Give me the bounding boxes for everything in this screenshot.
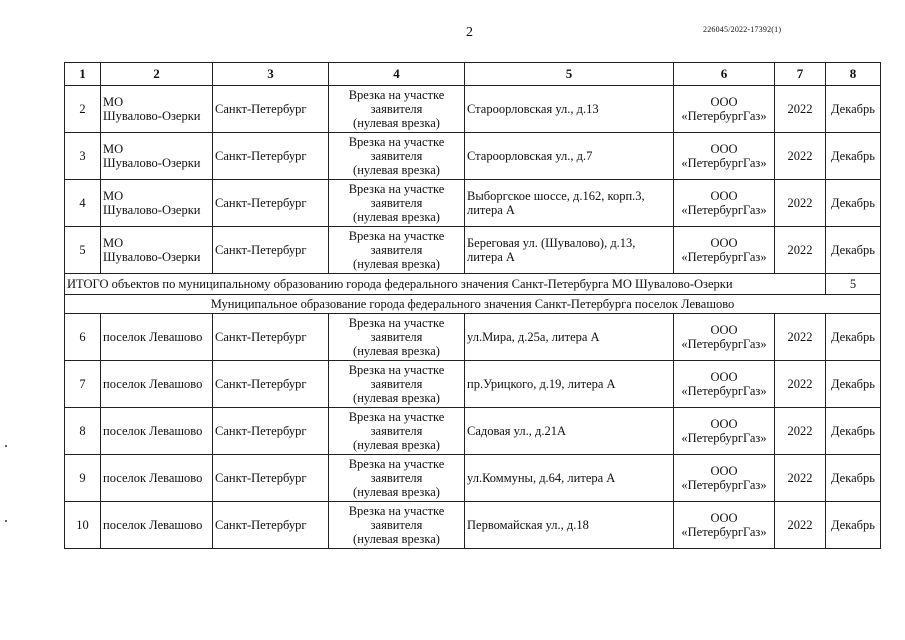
municipality-line: Шувалово-Озерки	[103, 156, 201, 170]
work-line: Врезка на участке	[348, 363, 445, 377]
organization-line: ООО	[710, 464, 738, 478]
organization-line: «ПетербургГаз»	[681, 203, 767, 217]
work-line: заявителя	[370, 377, 423, 391]
organization-line: ООО	[710, 511, 738, 525]
municipality-cell: поселок Левашово	[101, 361, 213, 408]
city-cell: Санкт-Петербург	[213, 502, 329, 549]
organization-line: ООО	[710, 417, 738, 431]
organization-line: «ПетербургГаз»	[681, 384, 767, 398]
month-cell: Декабрь	[826, 180, 881, 227]
year-cell: 2022	[775, 227, 826, 274]
column-header: 7	[775, 63, 826, 86]
organization-cell	[674, 502, 775, 549]
year-cell: 2022	[775, 455, 826, 502]
month-cell: Декабрь	[826, 133, 881, 180]
table-row	[65, 455, 881, 502]
column-header: 5	[465, 63, 674, 86]
city-cell: Санкт-Петербург	[213, 86, 329, 133]
column-header: 1	[65, 63, 101, 86]
work-line: заявителя	[370, 243, 423, 257]
organization-cell	[674, 227, 775, 274]
municipality-cell: поселок Левашово	[101, 408, 213, 455]
work-line: (нулевая врезка)	[353, 532, 440, 546]
work-line: Врезка на участке	[348, 135, 445, 149]
work-line: заявителя	[370, 518, 423, 532]
work-type-cell	[329, 408, 465, 455]
column-header: 3	[213, 63, 329, 86]
organization-cell	[674, 314, 775, 361]
work-line: Врезка на участке	[348, 457, 445, 471]
organization-line: «ПетербургГаз»	[681, 525, 767, 539]
work-line: (нулевая врезка)	[353, 344, 440, 358]
work-line: заявителя	[370, 330, 423, 344]
row-number: 2	[65, 86, 101, 133]
organization-line: «ПетербургГаз»	[681, 478, 767, 492]
work-line: Врезка на участке	[348, 504, 445, 518]
organization-line: ООО	[710, 323, 738, 337]
work-line: (нулевая врезка)	[353, 210, 440, 224]
year-cell: 2022	[775, 361, 826, 408]
organization-cell	[674, 180, 775, 227]
address-cell: Первомайская ул., д.18	[465, 502, 674, 549]
organization-cell	[674, 455, 775, 502]
organization-line: «ПетербургГаз»	[681, 156, 767, 170]
work-type-cell	[329, 133, 465, 180]
address-cell: Выборгское шоссе, д.162, корп.3, литера А	[465, 180, 674, 227]
table-row	[65, 133, 881, 180]
organization-line: ООО	[710, 95, 738, 109]
municipality-cell	[101, 133, 213, 180]
work-line: Врезка на участке	[348, 229, 445, 243]
document-id: 226045/2022-17392(1)	[703, 25, 782, 34]
table-row	[65, 180, 881, 227]
total-row	[65, 274, 881, 295]
city-cell: Санкт-Петербург	[213, 455, 329, 502]
row-number: 4	[65, 180, 101, 227]
year-cell: 2022	[775, 314, 826, 361]
row-number: 6	[65, 314, 101, 361]
organization-line: ООО	[710, 236, 738, 250]
work-line: (нулевая врезка)	[353, 391, 440, 405]
month-cell: Декабрь	[826, 408, 881, 455]
margin-mark	[5, 445, 7, 447]
work-line: заявителя	[370, 424, 423, 438]
city-cell: Санкт-Петербург	[213, 133, 329, 180]
year-cell: 2022	[775, 502, 826, 549]
work-line: Врезка на участке	[348, 182, 445, 196]
work-line: Врезка на участке	[348, 316, 445, 330]
address-cell: ул.Мира, д.25а, литера А	[465, 314, 674, 361]
month-cell: Декабрь	[826, 502, 881, 549]
organization-cell	[674, 86, 775, 133]
row-number: 10	[65, 502, 101, 549]
municipality-line: Шувалово-Озерки	[103, 109, 201, 123]
work-line: Врезка на участке	[348, 410, 445, 424]
row-number: 3	[65, 133, 101, 180]
address-cell: Староорловская ул., д.7	[465, 133, 674, 180]
row-number: 7	[65, 361, 101, 408]
section-header-row	[65, 295, 881, 314]
work-line: (нулевая врезка)	[353, 438, 440, 452]
row-number: 9	[65, 455, 101, 502]
table-header-row	[65, 63, 881, 86]
address-cell: Садовая ул., д.21А	[465, 408, 674, 455]
city-cell: Санкт-Петербург	[213, 408, 329, 455]
margin-mark	[5, 520, 7, 522]
year-cell: 2022	[775, 408, 826, 455]
municipality-line: МО	[103, 236, 124, 250]
work-line: (нулевая врезка)	[353, 257, 440, 271]
column-header: 4	[329, 63, 465, 86]
section-title: Муниципальное образование города федерального значения Санкт-Петербурга поселок Левашово	[65, 295, 881, 314]
organization-line: ООО	[710, 142, 738, 156]
month-cell: Декабрь	[826, 227, 881, 274]
column-header: 6	[674, 63, 775, 86]
month-cell: Декабрь	[826, 86, 881, 133]
objects-table	[64, 62, 881, 549]
total-value: 5	[826, 274, 881, 295]
municipality-cell	[101, 86, 213, 133]
table-row	[65, 361, 881, 408]
address-cell: пр.Урицкого, д.19, литера А	[465, 361, 674, 408]
table-row	[65, 227, 881, 274]
city-cell: Санкт-Петербург	[213, 361, 329, 408]
month-cell: Декабрь	[826, 314, 881, 361]
organization-cell	[674, 133, 775, 180]
work-type-cell	[329, 361, 465, 408]
city-cell: Санкт-Петербург	[213, 180, 329, 227]
city-cell: Санкт-Петербург	[213, 314, 329, 361]
row-number: 8	[65, 408, 101, 455]
table-row	[65, 502, 881, 549]
month-cell: Декабрь	[826, 455, 881, 502]
work-line: (нулевая врезка)	[353, 485, 440, 499]
organization-cell	[674, 361, 775, 408]
municipality-line: Шувалово-Озерки	[103, 203, 201, 217]
work-line: (нулевая врезка)	[353, 116, 440, 130]
organization-line: «ПетербургГаз»	[681, 337, 767, 351]
page-number: 2	[466, 25, 473, 40]
work-line: заявителя	[370, 149, 423, 163]
work-type-cell	[329, 455, 465, 502]
address-cell: ул.Коммуны, д.64, литера А	[465, 455, 674, 502]
work-line: заявителя	[370, 196, 423, 210]
city-cell: Санкт-Петербург	[213, 227, 329, 274]
organization-line: «ПетербургГаз»	[681, 431, 767, 445]
municipality-cell	[101, 180, 213, 227]
column-header: 8	[826, 63, 881, 86]
work-type-cell	[329, 314, 465, 361]
address-cell: Староорловская ул., д.13	[465, 86, 674, 133]
municipality-cell: поселок Левашово	[101, 502, 213, 549]
organization-line: ООО	[710, 370, 738, 384]
work-type-cell	[329, 180, 465, 227]
column-header: 2	[101, 63, 213, 86]
work-line: заявителя	[370, 471, 423, 485]
month-cell: Декабрь	[826, 361, 881, 408]
work-type-cell	[329, 86, 465, 133]
organization-cell	[674, 408, 775, 455]
work-type-cell	[329, 502, 465, 549]
work-line: заявителя	[370, 102, 423, 116]
table-row	[65, 314, 881, 361]
work-type-cell	[329, 227, 465, 274]
year-cell: 2022	[775, 180, 826, 227]
work-line: (нулевая врезка)	[353, 163, 440, 177]
organization-line: ООО	[710, 189, 738, 203]
year-cell: 2022	[775, 86, 826, 133]
row-number: 5	[65, 227, 101, 274]
municipality-line: МО	[103, 189, 124, 203]
organization-line: «ПетербургГаз»	[681, 109, 767, 123]
work-line: Врезка на участке	[348, 88, 445, 102]
table-row	[65, 408, 881, 455]
municipality-line: МО	[103, 142, 124, 156]
year-cell: 2022	[775, 133, 826, 180]
total-label: ИТОГО объектов по муниципальному образованию города федерального значения Санкт-Петербурга МО Шувалово-Озерки	[65, 274, 826, 295]
municipality-line: Шувалово-Озерки	[103, 250, 201, 264]
municipality-cell: поселок Левашово	[101, 314, 213, 361]
table-row	[65, 86, 881, 133]
municipality-cell: поселок Левашово	[101, 455, 213, 502]
municipality-cell	[101, 227, 213, 274]
address-cell: Береговая ул. (Шувалово), д.13, литера А	[465, 227, 674, 274]
municipality-line: МО	[103, 95, 124, 109]
organization-line: «ПетербургГаз»	[681, 250, 767, 264]
